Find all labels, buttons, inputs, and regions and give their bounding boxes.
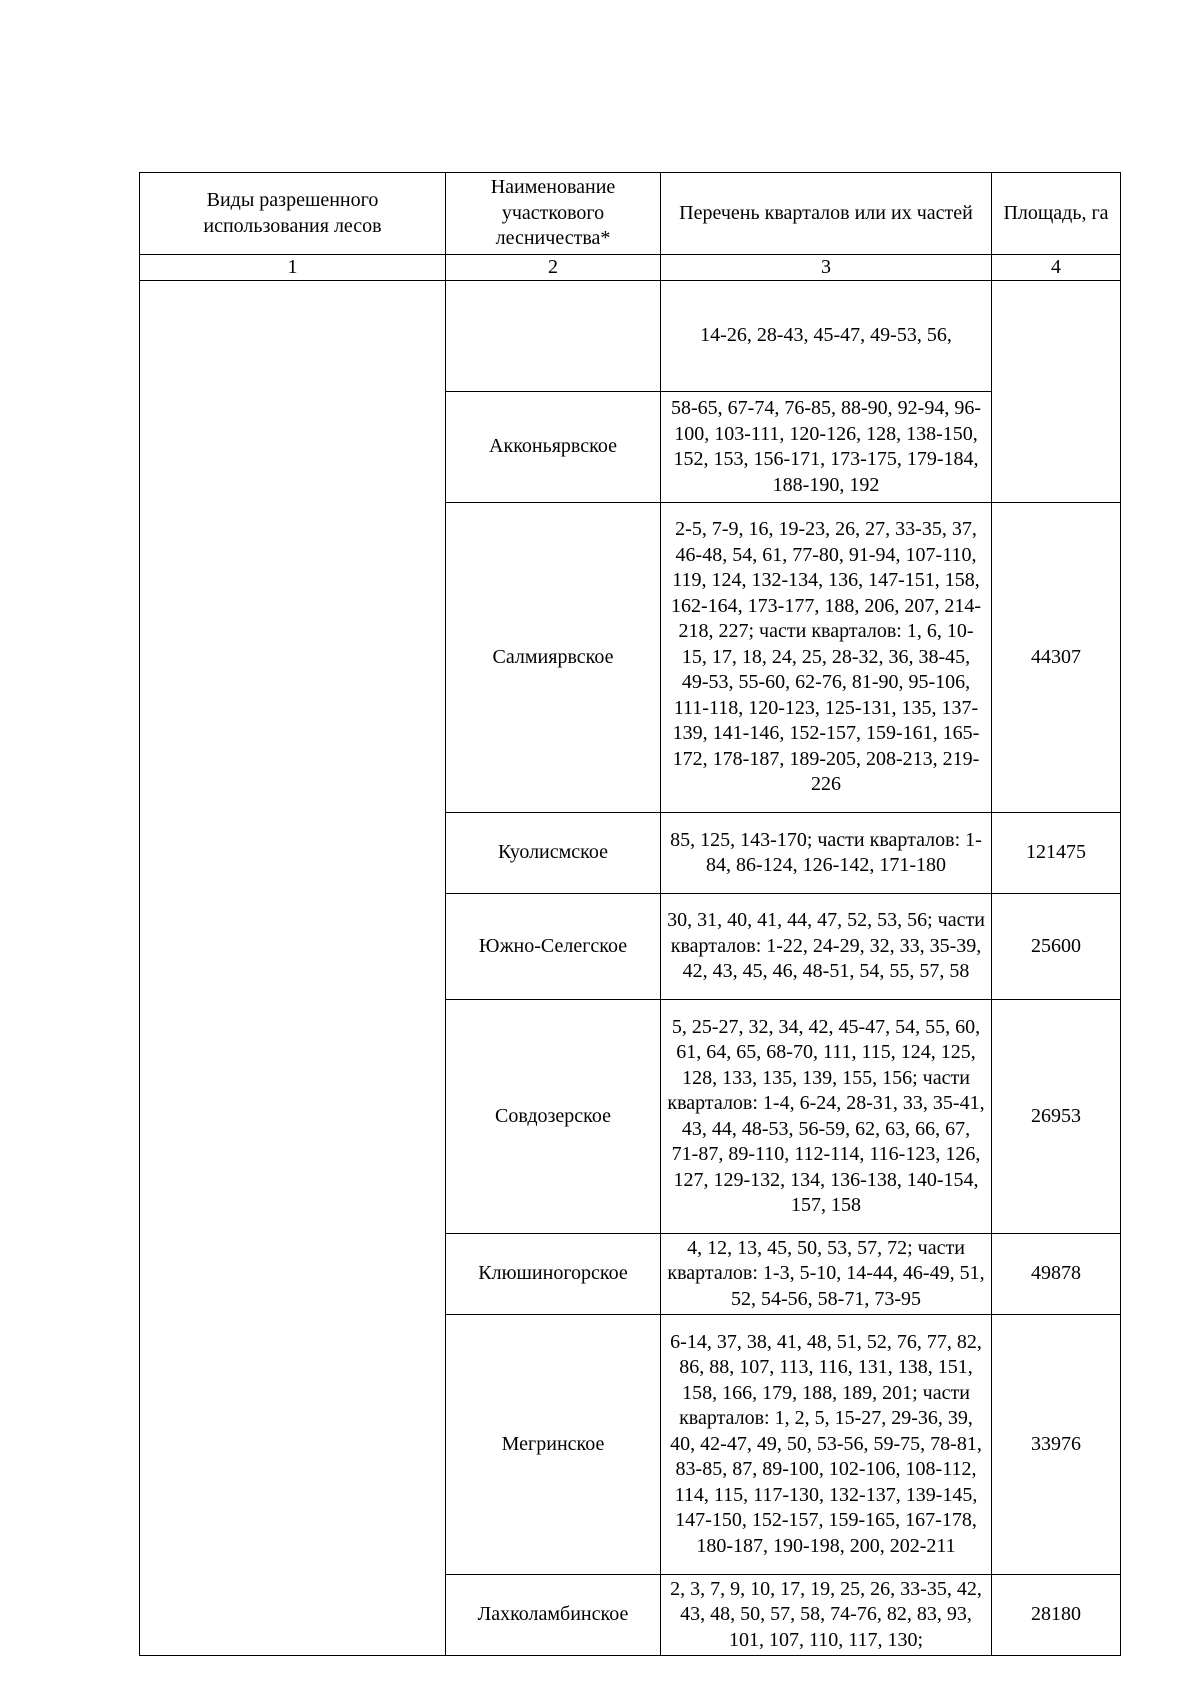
forestry-cell: Клюшиногорское [446, 1234, 661, 1315]
forestry-cell: Мегринское [446, 1315, 661, 1575]
area-cell: 49878 [992, 1234, 1121, 1315]
table-header-row [140, 173, 1121, 255]
area-cell: 28180 [992, 1575, 1121, 1656]
quarters-cell: 30, 31, 40, 41, 44, 47, 52, 53, 56; части кварталов: 1-22, 24-29, 32, 33, 35-39, 42, 43, 45, 46, 48-51, 54, 55, 57, 58 [661, 894, 992, 1000]
column-number-row [140, 255, 1121, 281]
quarters-cell: 6-14, 37, 38, 41, 48, 51, 52, 76, 77, 82, 86, 88, 107, 113, 116, 131, 138, 151, 158, 166, 179, 188, 189, 201; части кварталов: 1, 2, 5, 15-27, 29-36, 39, 40, 42-47, 49, 50, 53-56, 59-75, 78-81, 83-85, 87, 89-100, 102-106, 108-112, 114, 115, 117-130, 132-137, 139-145, 147-150, 152-157, 159-165, 167-178, 180-187, 190-198, 200, 202-211 [661, 1315, 992, 1575]
forest-use-table [139, 172, 1121, 1656]
forestry-cell: Куолисмское [446, 813, 661, 894]
header-forestry-name: Наименование участкового лесничества* [446, 173, 661, 255]
quarters-cell: 2-5, 7-9, 16, 19-23, 26, 27, 33-35, 37, 46-48, 54, 61, 77-80, 91-94, 107-110, 119, 124, 132-134, 136, 147-151, 158, 162-164, 173-177, 188, 206, 207, 214-218, 227; части кварталов: 1, 6, 10-15, 17, 18, 24, 25, 28-32, 36, 38-45, 49-53, 55-60, 62-76, 81-90, 95-106, 111-118, 120-123, 125-131, 135, 137-139, 141-146, 152-157, 159-161, 165-172, 178-187, 189-205, 208-213, 219-226 [661, 503, 992, 813]
quarters-cell: 5, 25-27, 32, 34, 42, 45-47, 54, 55, 60, 61, 64, 65, 68-70, 111, 115, 124, 125, 128, 133, 135, 139, 155, 156; части кварталов: 1-4, 6-24, 28-31, 33, 35-41, 43, 44, 48-53, 56-59, 62, 63, 66, 67, 71-87, 89-110, 112-114, 116-123, 126, 127, 129-132, 134, 136-138, 140-154, 157, 158 [661, 1000, 992, 1234]
area-cell: 44307 [992, 503, 1121, 813]
quarters-cell: 2, 3, 7, 9, 10, 17, 19, 25, 26, 33-35, 42, 43, 48, 50, 57, 58, 74-76, 82, 83, 93, 101, 107, 110, 117, 130; [661, 1575, 992, 1656]
quarters-cell: 85, 125, 143-170; части кварталов: 1-84, 86-124, 126-142, 171-180 [661, 813, 992, 894]
forestry-cell: Салмиярвское [446, 503, 661, 813]
column-number: 2 [446, 255, 661, 281]
area-cell: 121475 [992, 813, 1121, 894]
header-area: Площадь, га [992, 173, 1121, 255]
column-number: 3 [661, 255, 992, 281]
forestry-cell: Южно-Селегское [446, 894, 661, 1000]
forestry-cell: Совдозерское [446, 1000, 661, 1234]
forestry-cell: Лахколамбинское [446, 1575, 661, 1656]
header-quarters-list: Перечень кварталов или их частей [661, 173, 992, 255]
quarters-cell: 4, 12, 13, 45, 50, 53, 57, 72; части кварталов: 1-3, 5-10, 14-44, 46-49, 51, 52, 54-56, 58-71, 73-95 [661, 1234, 992, 1315]
area-cell [992, 281, 1121, 503]
area-cell: 33976 [992, 1315, 1121, 1575]
area-cell: 26953 [992, 1000, 1121, 1234]
column-number: 1 [140, 255, 446, 281]
use-type-cell [140, 281, 446, 1656]
table-row [140, 281, 1121, 392]
quarters-cell: 14-26, 28-43, 45-47, 49-53, 56, [661, 281, 992, 392]
area-cell: 25600 [992, 894, 1121, 1000]
header-use-types: Виды разрешенного использования лесов [140, 173, 446, 255]
column-number: 4 [992, 255, 1121, 281]
forestry-cell: Акконьярвское [446, 392, 661, 503]
quarters-cell: 58-65, 67-74, 76-85, 88-90, 92-94, 96-100, 103-111, 120-126, 128, 138-150, 152, 153, 156-171, 173-175, 179-184, 188-190, 192 [661, 392, 992, 503]
forestry-cell [446, 281, 661, 392]
